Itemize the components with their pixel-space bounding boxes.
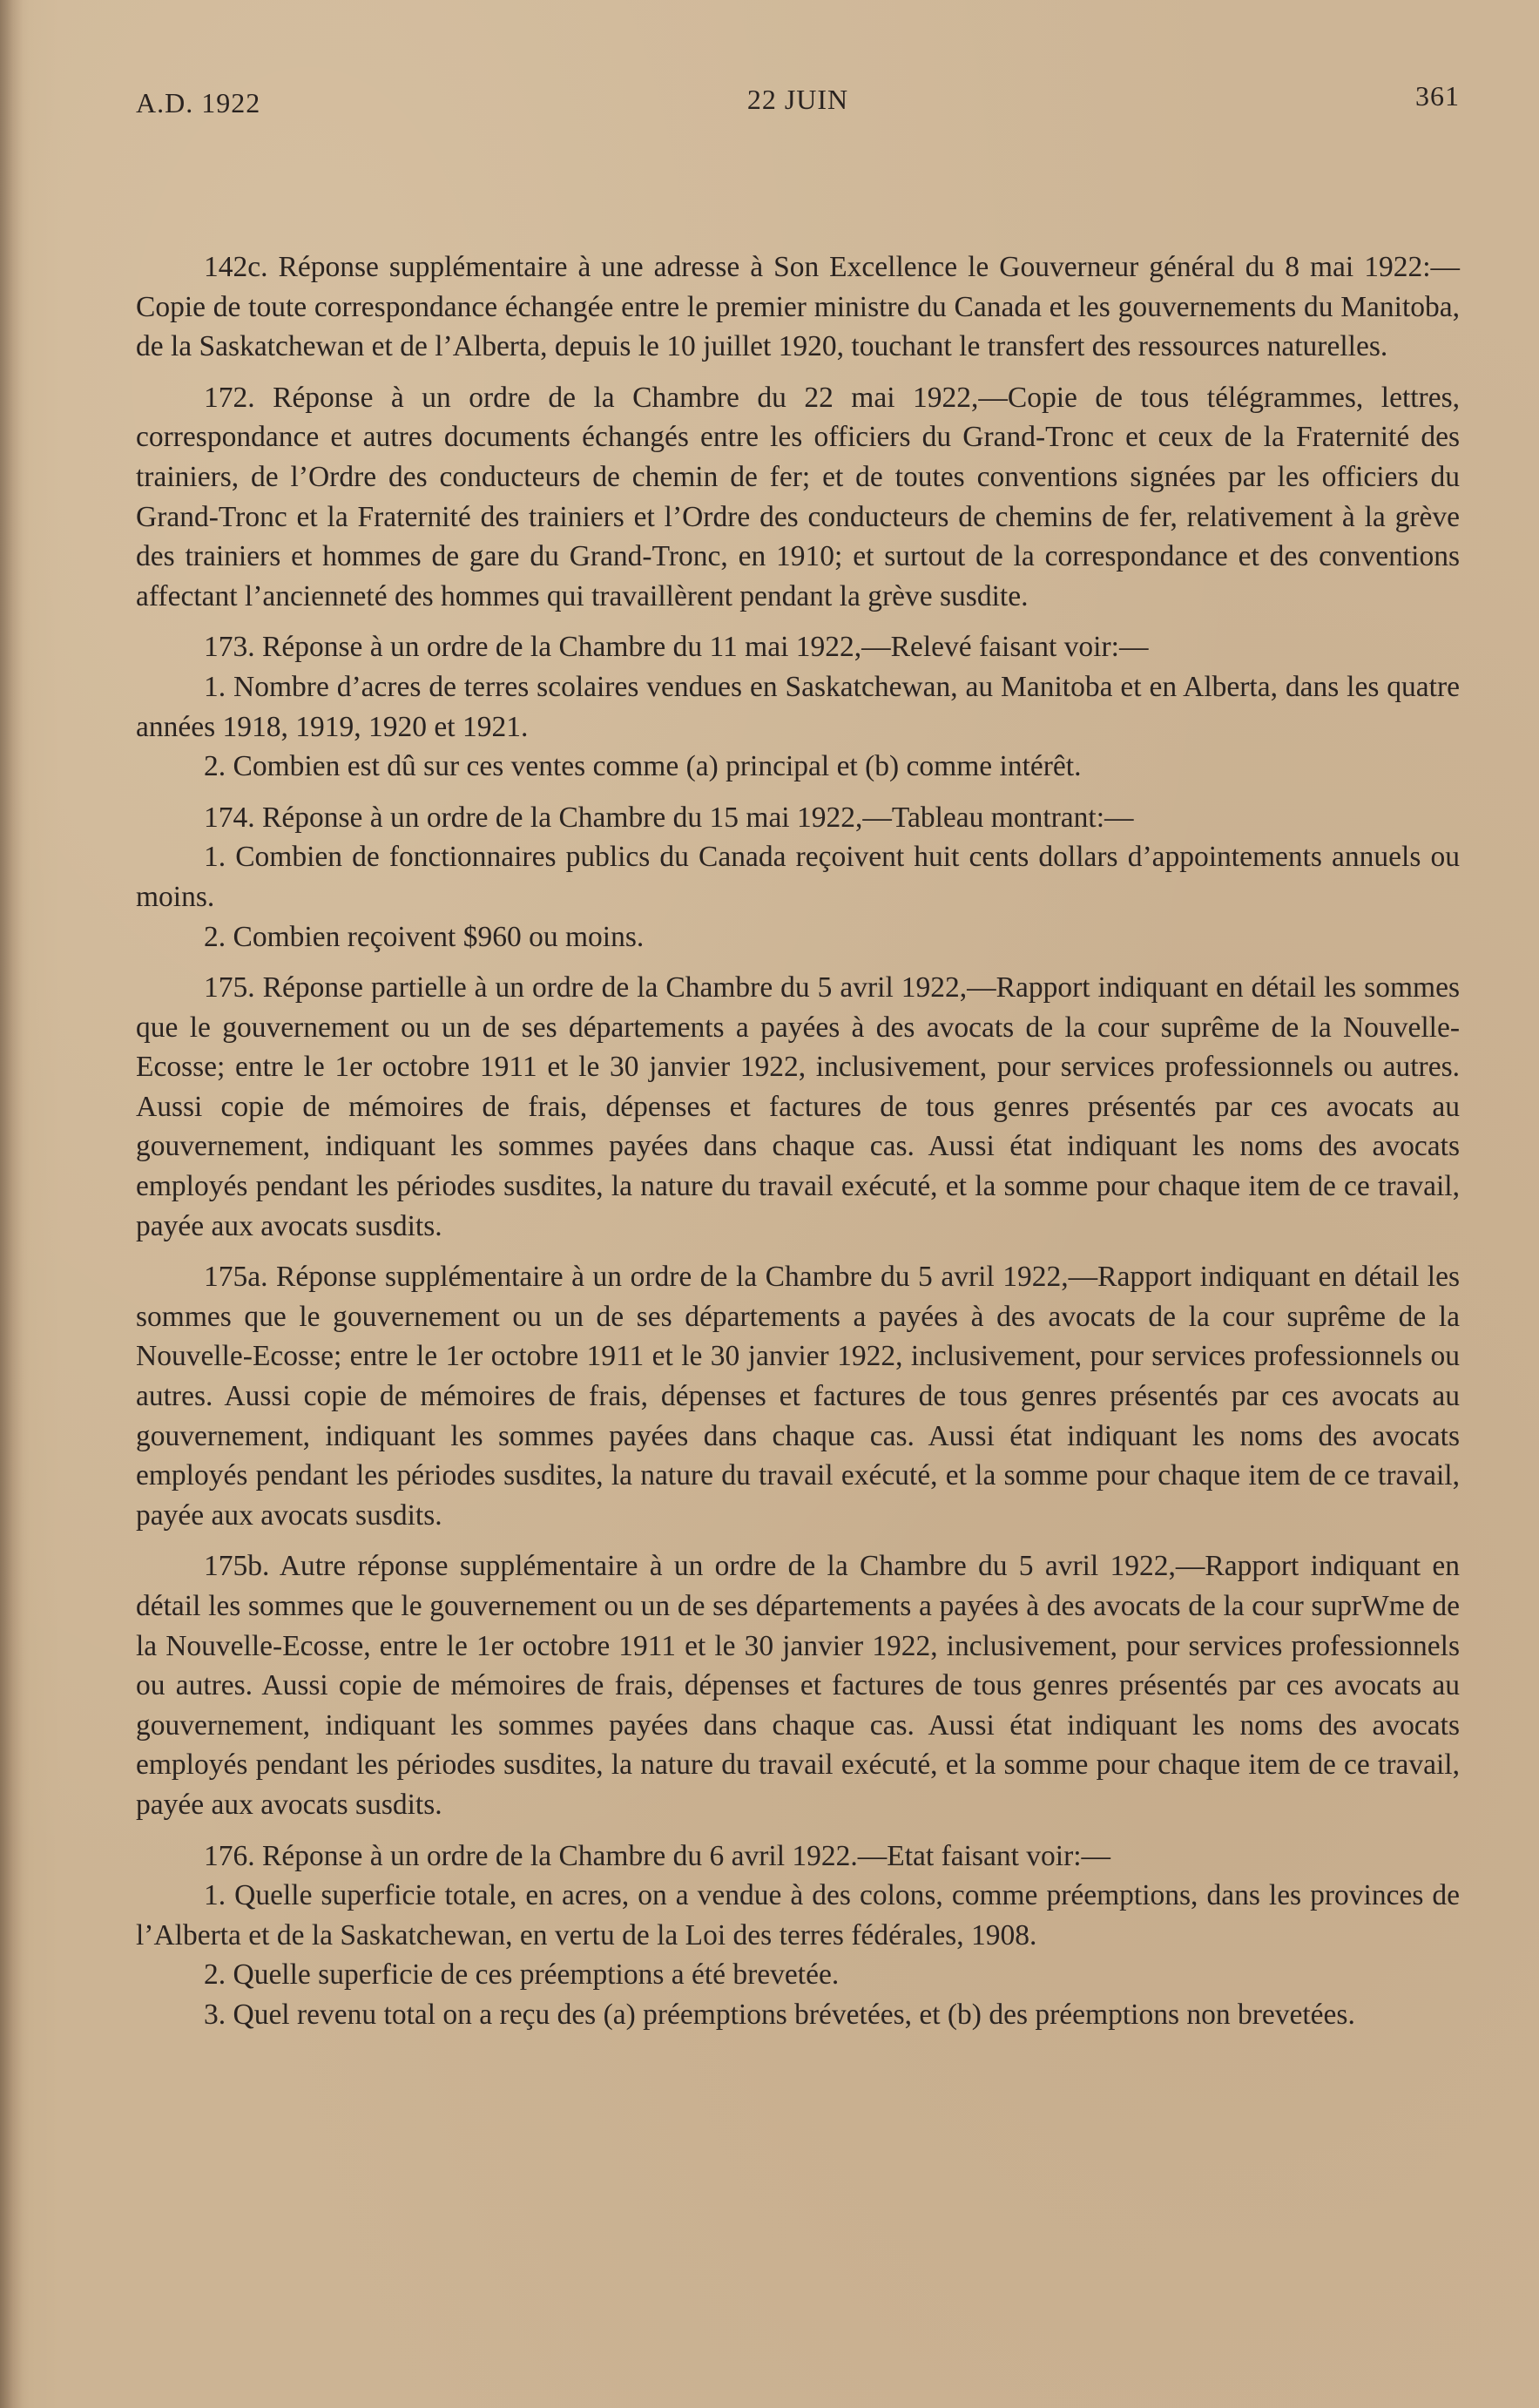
entry-item: 2. Combien est dû sur ces ventes comme (a) principal et (b) comme intérêt. [204,750,1082,783]
entry-142c [136,247,1460,367]
entry-number: 174. [204,801,255,834]
entry-text: Réponse partielle à un ordre de la Chambre du 5 avril 1922,—Rapport indiquant en détail les sommes que le gouvernement ou un de ses départements a payées à des avocats de la cour suprême de la Nouvelle-Ecosse; entre le 1er octobre 1911 et le 30 janvier 1922, inclusivement, pour services professionnels ou autres. Aussi copie de mémoires de frais, dépenses et factures de tous genres présentés par ces avocats au gouvernement, indiquant les sommes payées dans chaque cas. Aussi état indiquant les noms des avocats employés pendant les périodes susdites, la nature du travail exécuté, et la somme pour chaque item de ce travail, payée aux avocats susdits. [136,971,1460,1242]
page-number: 361 [1415,80,1460,112]
entry-text: Réponse à un ordre de la Chambre du 15 mai 1922,—Tableau montrant:— [262,801,1134,834]
entry-174 [136,798,1460,957]
entry-number: 142c. [204,251,268,283]
entry-text: Réponse à un ordre de la Chambre du 22 mai 1922,—Copie de tous télégrammes, lettres, correspondance et autres documents échangés entre les officiers du Grand-Tronc et ceux de la Fraternité des trainiers, de l’Ordre des conducteurs de chemin de fer; et de toutes conventions signées par les officiers du Grand-Tronc et la Fraternité des trainiers et l’Ordre des conducteurs de chemins de fer, relativement à la grève des trainiers et hommes de gare du Grand-Tronc, en 1910; et surtout de la correspondance et des conventions affectant l’ancienneté des hommes qui travaillèrent pendant la grève susdite. [136,381,1460,612]
entry-175 [136,968,1460,1246]
entry-number: 175a. [204,1261,268,1294]
entry-text: Réponse supplémentaire à un ordre de la Chambre du 5 avril 1922,—Rapport indiquant en détail les sommes que le gouvernement ou un de ses départements a payées à des avocats de la cour suprême de la Nouvelle-Ecosse; entre le 1er octobre 1911 et le 30 janvier 1922, inclusivement, pour services professionnels ou autres. Aussi copie de mémoires de frais, dépenses et factures de tous genres présentés par ces avocats au gouvernement, indiquant les sommes payées dans chaque cas. Aussi état indiquant les noms des avocats employés pendant les périodes susdites, la nature du travail exécuté, et la somme pour chaque item de ce travail, payée aux avocats susdits. [136,1261,1460,1532]
entry-172 [136,378,1460,617]
entry-text: Autre réponse supplémentaire à un ordre de la Chambre du 5 avril 1922,—Rapport indiquant en détail les sommes que le gouvernement ou un de ses départements a payées à des avocats de la cour suprWme de la Nouvelle-Ecosse, entre le 1er octobre 1911 et le 30 janvier 1922, inclusivement, pour services professionnels ou autres. Aussi copie de mémoires de frais, dépenses et factures de tous genres présentés par ces avocats au gouvernement, indiquant les sommes payées dans chaque cas. Aussi état indiquant les noms des avocats employés pendant les périodes susdites, la nature du travail exécuté, et la somme pour chaque item de ce travail, payée aux avocats susdits. [136,1550,1461,1821]
entry-heading [136,1836,1460,1877]
entry-item: 3. Quel revenu total on a reçu des (a) préemptions brévetées, et (b) des préemptions non brevetées. [204,1998,1355,2031]
entry-item: 2. Quelle superficie de ces préemptions a été brevetée. [204,1958,840,1992]
entry-number: 175b. [204,1550,270,1583]
header-date: 22 JUIN [746,84,849,115]
entry-175b [136,1546,1460,1824]
entry-heading [136,798,1460,838]
entry-number: 172. [204,381,255,414]
document-page [136,75,1460,2035]
entry-number: 175. [204,971,255,1004]
entry-item: 1. Nombre d’acres de terres scolaires vendues en Saskatchewan, au Manitoba et en Alberta, dans les quatre années 1918, 1919, 1920 et 1921. [136,670,1460,743]
header-year: A.D. 1922 [136,87,261,118]
page-binding-edge [0,0,23,2408]
entry-175a [136,1257,1460,1535]
entry-176 [136,1836,1460,2035]
document-body [136,247,1460,2035]
entry-item: 1. Quelle superficie totale, en acres, on a vendue à des colons, comme préemptions, dans les provinces de l’Alberta et de la Saskatchewan, en vertu de la Loi des terres fédérales, 1908. [136,1879,1460,1951]
entry-item: 2. Combien reçoivent $960 ou moins. [204,920,645,953]
entry-item: 1. Combien de fonctionnaires publics du Canada reçoivent huit cents dollars d’appointements annuels ou moins. [136,841,1460,913]
entry-heading [136,627,1460,667]
entry-text: Réponse supplémentaire à une adresse à Son Excellence le Gouverneur général du 8 mai 1922:—Copie de toute correspondance échangée entre le premier ministre du Canada et les gouvernements du Manitoba, de la Saskatchewan et de l’Alberta, depuis le 10 juillet 1920, touchant le transfert des ressources naturelles. [136,251,1460,363]
entry-text: Réponse à un ordre de la Chambre du 6 avril 1922.—Etat faisant voir:— [262,1839,1111,1872]
page-header [136,75,1460,127]
entry-173 [136,627,1460,786]
entry-text: Réponse à un ordre de la Chambre du 11 mai 1922,—Relevé faisant voir:— [262,631,1149,664]
entry-number: 173. [204,631,255,664]
entry-number: 176. [204,1839,255,1872]
